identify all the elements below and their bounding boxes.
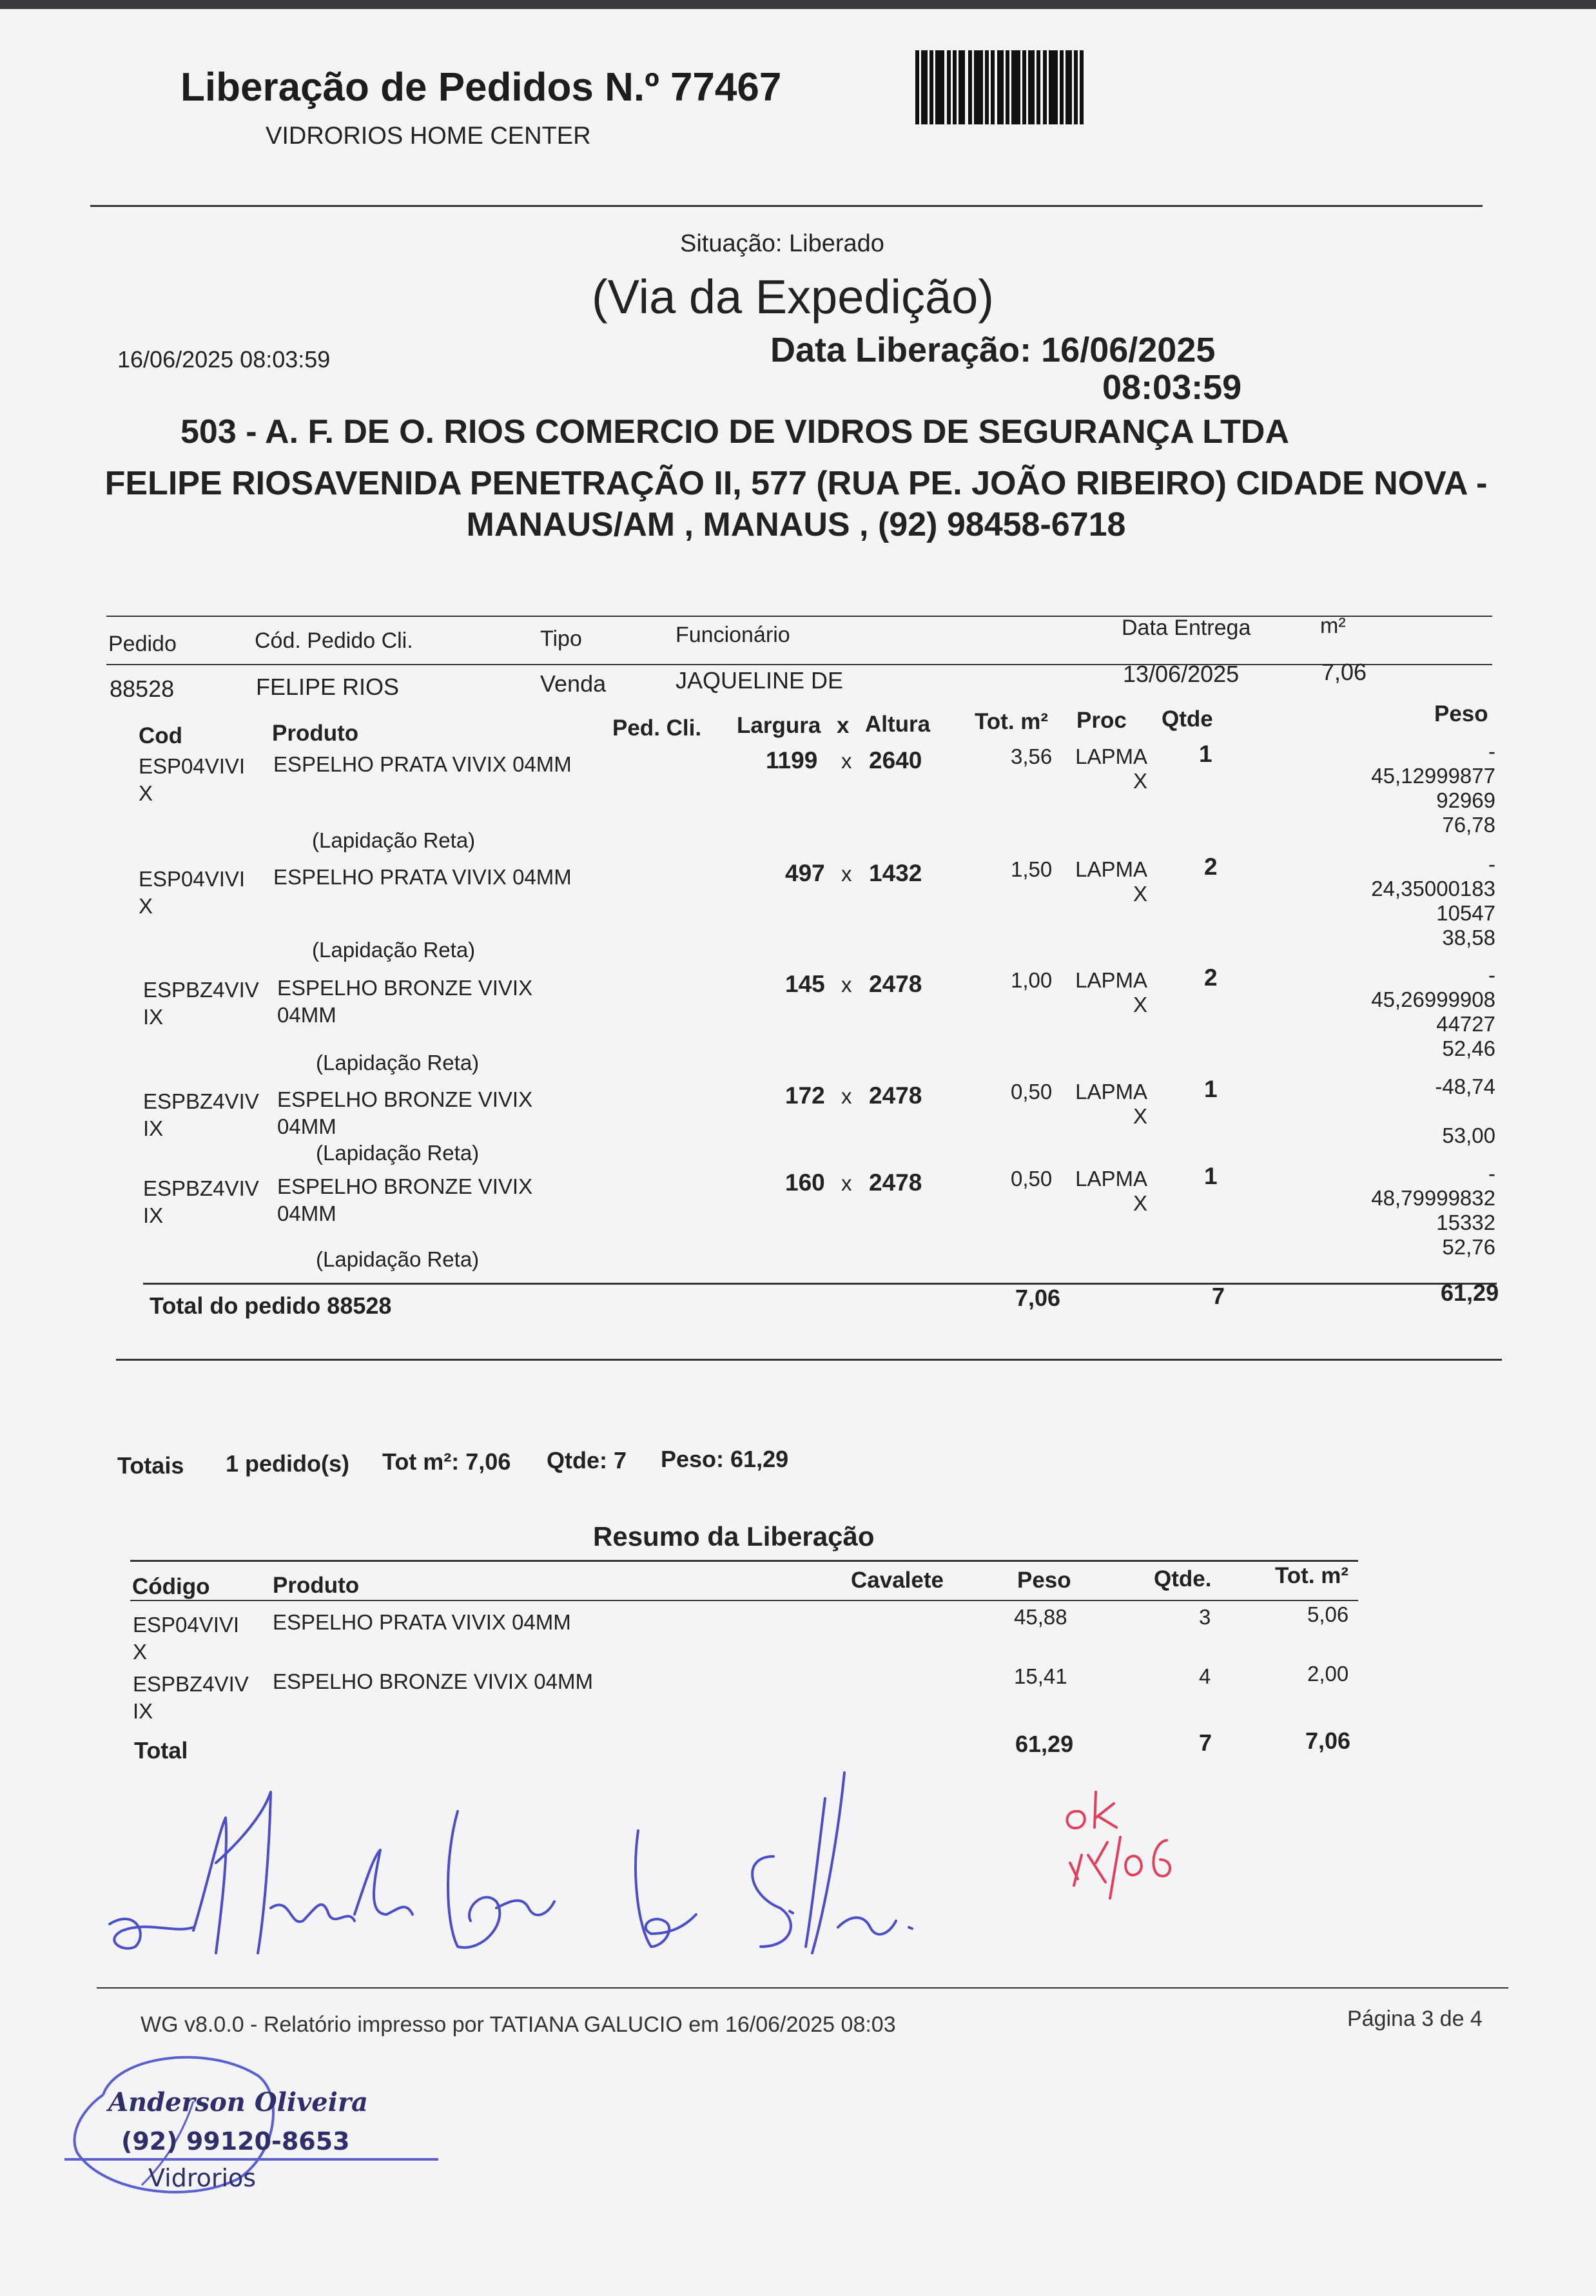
client-address: FELIPE RIOSAVENIDA PENETRAÇÃO II, 577 (RUA PE. JOÃO RIBEIRO) CIDADE NOVA - MANAUS/AM , MANAUS , (92) 98458-6718 bbox=[104, 465, 1488, 543]
items-col-largura: Largura bbox=[737, 713, 821, 738]
item-qty: 1 bbox=[1204, 1076, 1218, 1102]
summary-header-line bbox=[130, 1600, 1358, 1601]
item-weight: - 24,35000183 10547 38,58 bbox=[1371, 852, 1495, 949]
item-height: 2640 bbox=[869, 747, 922, 773]
header-divider bbox=[90, 205, 1483, 207]
items-col-produto: Produto bbox=[272, 721, 359, 746]
item-height: 1432 bbox=[869, 860, 922, 886]
summary-top-line bbox=[130, 1560, 1358, 1562]
item-note: (Lapidação Reta) bbox=[316, 1247, 480, 1271]
item-x: x bbox=[841, 1171, 852, 1195]
summary-col-cavalete: Cavalete bbox=[851, 1568, 944, 1593]
item-qty: 1 bbox=[1199, 741, 1212, 767]
order-delivery-date: 13/06/2025 bbox=[1123, 661, 1240, 687]
item-height: 2478 bbox=[869, 1169, 922, 1196]
summary-col-produto: Produto bbox=[273, 1573, 360, 1598]
order-header-bottom-line bbox=[106, 664, 1492, 665]
via-label: (Via da Expedição) bbox=[592, 270, 994, 324]
item-x: x bbox=[841, 973, 852, 997]
item-tot-m2: 1,50 bbox=[1011, 857, 1053, 881]
item-tot-m2: 0,50 bbox=[1011, 1080, 1053, 1104]
item-height: 2478 bbox=[869, 1082, 922, 1109]
item-code: ESP04VIVIX bbox=[139, 867, 246, 918]
item-tot-m2: 3,56 bbox=[1011, 744, 1053, 768]
item-note: (Lapidação Reta) bbox=[316, 1051, 480, 1075]
item-x: x bbox=[841, 862, 852, 886]
order-total-line bbox=[143, 1283, 1497, 1285]
item-proc: LAPMAX bbox=[1075, 857, 1147, 906]
summary-col-qtde: Qtde. bbox=[1154, 1566, 1212, 1591]
item-product: ESPELHO PRATA VIVIX 04MM bbox=[273, 865, 572, 889]
summary-row-code: ESP04VIVIX bbox=[133, 1613, 240, 1664]
item-weight: - 45,26999908 44727 52,46 bbox=[1371, 963, 1495, 1060]
item-tot-m2: 1,00 bbox=[1011, 968, 1053, 992]
order-client-code: FELIPE RIOS bbox=[256, 674, 400, 700]
footer-page-number: Página 3 de 4 bbox=[1347, 2007, 1483, 2031]
item-weight: -48,74 53,00 bbox=[1435, 1075, 1495, 1147]
summary-row-weight: 45,88 bbox=[1014, 1605, 1067, 1629]
item-proc: LAPMAX bbox=[1075, 968, 1147, 1017]
order-total-label: Total do pedido 88528 bbox=[150, 1292, 392, 1319]
stamp-phone: (92) 99120-8653 bbox=[121, 2127, 350, 2155]
item-proc: LAPMAX bbox=[1075, 744, 1147, 793]
item-product: ESPELHO BRONZE VIVIX 04MM bbox=[277, 1087, 533, 1138]
item-code: ESPBZ4VIVIX bbox=[143, 978, 259, 1029]
item-qty: 1 bbox=[1204, 1163, 1218, 1189]
item-product: ESPELHO BRONZE VIVIX 04MM bbox=[277, 1174, 533, 1225]
item-qty: 2 bbox=[1204, 964, 1218, 991]
totals-m2: Tot m²: 7,06 bbox=[382, 1448, 511, 1475]
item-height: 2478 bbox=[869, 971, 922, 997]
col-cod-pedido-cli: Cód. Pedido Cli. bbox=[255, 628, 413, 653]
summary-total-tot-m2: 7,06 bbox=[1305, 1727, 1351, 1754]
summary-total-qtde: 7 bbox=[1199, 1729, 1212, 1756]
col-pedido: Pedido bbox=[108, 632, 177, 656]
col-data-entrega: Data Entrega bbox=[1122, 616, 1251, 640]
item-x: x bbox=[841, 749, 852, 773]
item-width: 160 bbox=[785, 1169, 825, 1196]
item-code: ESP04VIVIX bbox=[139, 754, 246, 805]
stamp-brand: Vidrorios bbox=[148, 2164, 257, 2192]
totals-pedidos: 1 pedido(s) bbox=[226, 1450, 350, 1477]
item-proc: LAPMAX bbox=[1075, 1080, 1147, 1128]
summary-row-qty: 4 bbox=[1199, 1664, 1211, 1688]
items-col-x: x bbox=[837, 713, 850, 738]
release-time: 08:03:59 bbox=[1102, 368, 1242, 407]
item-product: ESPELHO PRATA VIVIX 04MM bbox=[273, 752, 572, 776]
item-width: 145 bbox=[785, 971, 825, 997]
summary-row-weight: 15,41 bbox=[1014, 1664, 1067, 1688]
summary-total-peso: 61,29 bbox=[1015, 1731, 1074, 1757]
summary-col-tot-m2: Tot. m² bbox=[1275, 1563, 1349, 1588]
totals-divider bbox=[116, 1359, 1502, 1361]
scan-top-edge bbox=[0, 0, 1596, 9]
printed-datetime: 16/06/2025 08:03:59 bbox=[117, 346, 331, 373]
company-stamp bbox=[64, 2037, 464, 2204]
stamp-name: Anderson Oliveira bbox=[108, 2087, 368, 2117]
item-qty: 2 bbox=[1204, 853, 1218, 880]
order-m2: 7,06 bbox=[1321, 659, 1367, 685]
release-date: Data Liberação: 16/06/2025 bbox=[770, 331, 1216, 369]
items-col-proc: Proc bbox=[1076, 708, 1127, 733]
item-code: ESPBZ4VIVIX bbox=[143, 1089, 259, 1140]
col-funcionario: Funcionário bbox=[676, 623, 790, 647]
order-total-peso: 61,29 bbox=[1441, 1279, 1499, 1306]
item-x: x bbox=[841, 1084, 852, 1108]
col-tipo: Tipo bbox=[540, 627, 582, 651]
item-width: 172 bbox=[785, 1082, 825, 1109]
summary-row-code: ESPBZ4VIVIX bbox=[133, 1672, 249, 1723]
summary-col-peso: Peso bbox=[1017, 1568, 1071, 1593]
handwritten-ok-note bbox=[1057, 1766, 1186, 1902]
footer-line bbox=[97, 1987, 1508, 1989]
items-col-ped-cli: Ped. Cli. bbox=[612, 715, 702, 741]
summary-row-product: ESPELHO PRATA VIVIX 04MM bbox=[273, 1610, 571, 1634]
order-total-qtde: 7 bbox=[1212, 1283, 1225, 1309]
handwritten-signature bbox=[97, 1760, 999, 1966]
summary-row-qty: 3 bbox=[1199, 1605, 1211, 1629]
item-product: ESPELHO BRONZE VIVIX 04MM bbox=[277, 976, 533, 1027]
item-weight: - 48,79999832 15332 52,76 bbox=[1371, 1162, 1495, 1259]
order-header-top-line bbox=[106, 616, 1492, 617]
order-employee: JAQUELINE DE bbox=[676, 667, 844, 694]
summary-row-product: ESPELHO BRONZE VIVIX 04MM bbox=[273, 1669, 593, 1693]
item-code: ESPBZ4VIVIX bbox=[143, 1176, 259, 1227]
items-col-qtde: Qtde bbox=[1162, 706, 1213, 732]
order-number: 88528 bbox=[110, 676, 175, 702]
footer-report: WG v8.0.0 - Relatório impresso por TATIANA GALUCIO em 16/06/2025 08:03 bbox=[141, 2012, 896, 2037]
totals-peso: Peso: 61,29 bbox=[661, 1446, 789, 1472]
items-col-altura: Altura bbox=[865, 712, 931, 737]
item-note: (Lapidação Reta) bbox=[316, 1141, 480, 1165]
client-name: 503 - A. F. DE O. RIOS COMERCIO DE VIDROS DE SEGURANÇA LTDA bbox=[180, 413, 1290, 451]
item-tot-m2: 0,50 bbox=[1011, 1167, 1053, 1191]
col-m2: m² bbox=[1320, 614, 1346, 638]
summary-total-label: Total bbox=[134, 1737, 188, 1764]
items-col-peso: Peso bbox=[1434, 701, 1488, 726]
summary-row-tot-m2: 5,06 bbox=[1307, 1602, 1349, 1626]
item-note: (Lapidação Reta) bbox=[312, 938, 476, 962]
summary-col-codigo: Código bbox=[132, 1574, 210, 1599]
status-text: Situação: Liberado bbox=[680, 230, 884, 257]
document-title: Liberação de Pedidos N.º 77467 bbox=[180, 65, 782, 110]
item-weight: - 45,12999877 92969 76,78 bbox=[1371, 739, 1495, 837]
order-total-m2: 7,06 bbox=[1015, 1285, 1061, 1311]
totals-qtde: Qtde: 7 bbox=[547, 1447, 627, 1474]
items-col-cod: Cod bbox=[139, 723, 183, 748]
items-col-tot-m2: Tot. m² bbox=[975, 709, 1049, 734]
order-type: Venda bbox=[540, 670, 607, 697]
item-note: (Lapidação Reta) bbox=[312, 828, 476, 852]
totals-label: Totais bbox=[117, 1452, 184, 1479]
barcode bbox=[915, 50, 1160, 124]
summary-title: Resumo da Liberação bbox=[593, 1521, 875, 1552]
item-proc: LAPMAX bbox=[1075, 1167, 1147, 1215]
summary-row-tot-m2: 2,00 bbox=[1307, 1662, 1349, 1686]
item-width: 1199 bbox=[766, 747, 818, 773]
item-width: 497 bbox=[785, 860, 825, 886]
company-name: VIDRORIOS HOME CENTER bbox=[266, 122, 591, 150]
